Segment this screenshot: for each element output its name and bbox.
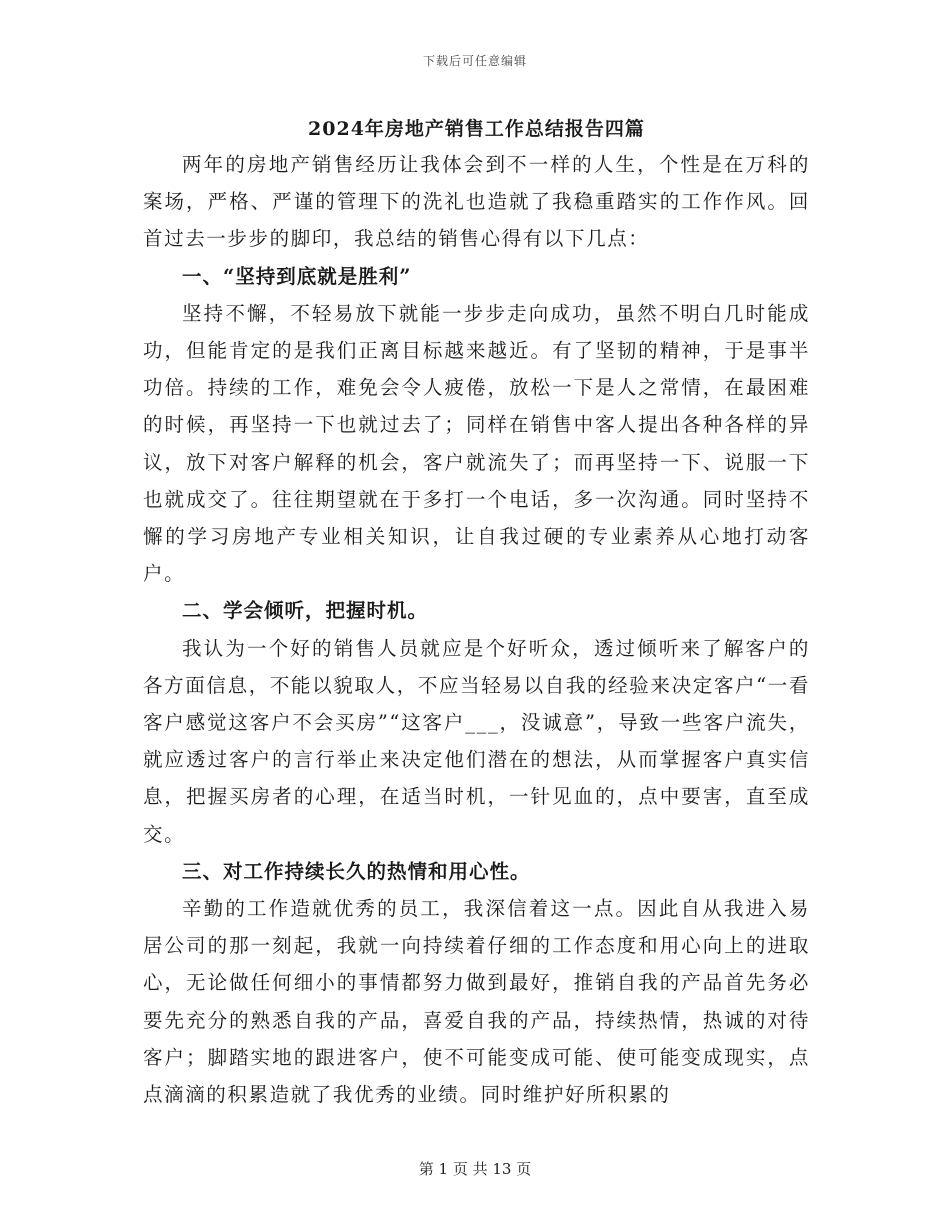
document-body (143, 112, 810, 1113)
section-heading-3: 三、对工作持续长久的热情和用心性。 (182, 859, 531, 883)
section-body-3: 辛勤的工作造就优秀的员工，我深信着这一点。因此自从我进入易居公司的那一刻起，我就一向持续着仔细的工作态度和用心向上的进取心，无论做任何细小的事情都努力做到最好，推销自我的产品首先务必要先充分的熟悉自我的产品，喜爱自我的产品，持续热情，热诚的对待客户；脚踏实地的跟进客户，使不可能变成可能、使可能变成现实，点点滴滴的积累造就了我优秀的业绩。同时维护好所积累的 (143, 897, 810, 1107)
header-note: 下载后可任意编辑 (422, 54, 527, 68)
page-indicator: 第 1 页 共 13 页 (418, 1160, 532, 1178)
section-body-2: 我认为一个好的销售人员就应是个好听众，透过倾听来了解客户的各方面信息，不能以貌取人，不应当轻易以自我的经验来决定客户“一看客户感觉这客户不会买房”“这客户___，没诚意”，导致一些客户流失，就应透过客户的言行举止来决定他们潜在的想法，从而掌握客户真实信息，把握买房者的心理，在适当时机，一针见血的，点中要害，直至成交。 (143, 636, 810, 846)
document-title: 2024年房地产销售工作总结报告四篇 (308, 118, 645, 140)
section-body-1: 坚持不懈，不轻易放下就能一步步走向成功，虽然不明白几时能成功，但能肯定的是我们正离目标越来越近。有了坚韧的精神，于是事半功倍。持续的工作，难免会令人疲倦，放松一下是人之常情，在最困难的时候，再坚持一下也就过去了；同样在销售中客人提出各种各样的异议，放下对客户解释的机会，客户就流失了；而再坚持一下、说服一下也就成交了。往往期望就在于多打一个电话，多一次沟通。同时坚持不懈的学习房地产专业相关知识，让自我过硬的专业素养从心地打动客户。 (143, 301, 810, 586)
intro-paragraph: 两年的房地产销售经历让我体会到不一样的人生，个性是在万科的案场，严格、严谨的管理下的洗礼也造就了我稳重踏实的工作作风。回首过去一步步的脚印，我总结的销售心得有以下几点： (143, 153, 810, 251)
section-heading-1: 一、“坚持到底就是胜利” (182, 264, 412, 288)
section-heading-2: 二、学会倾听，把握时机。 (182, 599, 429, 623)
